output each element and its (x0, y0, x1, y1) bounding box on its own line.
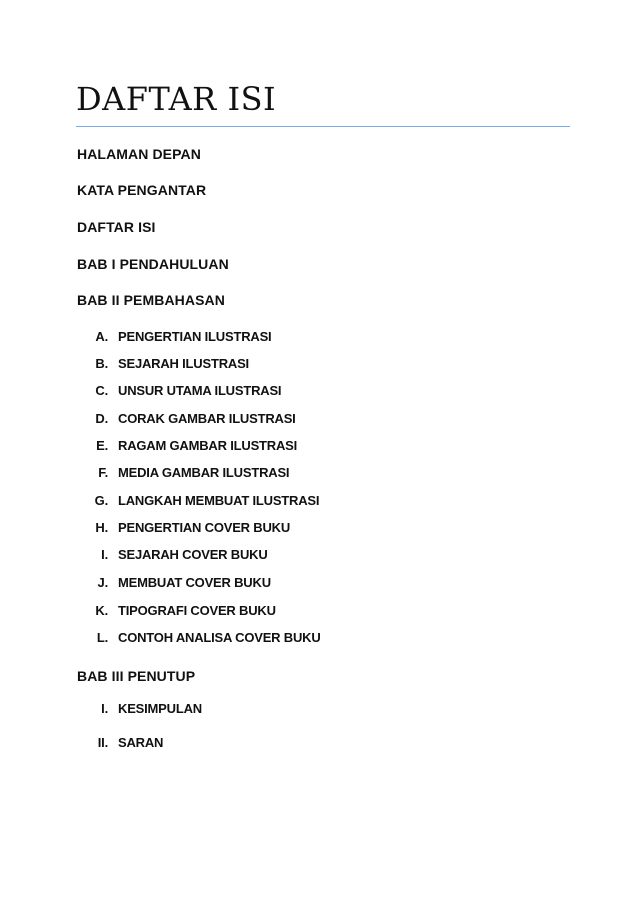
toc-subentry-label: TIPOGRAFI COVER BUKU (118, 603, 276, 618)
list-marker: L. (96, 630, 108, 645)
list-marker: B. (95, 356, 108, 371)
page-title: DAFTAR ISI (76, 80, 277, 118)
list-marker: I. (101, 547, 108, 562)
list-marker: D. (95, 411, 108, 426)
toc-subentry-label: SEJARAH ILUSTRASI (118, 356, 249, 371)
toc-subentry-label: MEMBUAT COVER BUKU (118, 575, 271, 590)
list-marker: K. (95, 603, 108, 618)
toc-subentry-label: PENGERTIAN ILUSTRASI (118, 329, 272, 344)
title-underline (76, 126, 570, 127)
list-marker: H. (95, 520, 108, 535)
list-marker: G. (94, 493, 108, 508)
toc-entry-bab-1: BAB I PENDAHULUAN (77, 256, 229, 272)
toc-entry-daftar-isi: DAFTAR ISI (77, 219, 156, 235)
toc-entry-bab-3: BAB III PENUTUP (77, 668, 196, 684)
list-marker: J. (97, 575, 108, 590)
list-marker: E. (96, 438, 108, 453)
toc-subentry-label: MEDIA GAMBAR ILUSTRASI (118, 465, 290, 480)
toc-subentry-label: KESIMPULAN (118, 701, 202, 716)
list-marker: A. (95, 329, 108, 344)
list-marker: II. (97, 735, 108, 750)
toc-subentry-label: RAGAM GAMBAR ILUSTRASI (118, 438, 298, 453)
list-marker: C. (95, 383, 108, 398)
toc-entry-kata-pengantar: KATA PENGANTAR (77, 182, 207, 198)
toc-entry-halaman-depan: HALAMAN DEPAN (77, 146, 201, 162)
toc-subentry-label: CONTOH ANALISA COVER BUKU (118, 630, 321, 645)
toc-subentry-label: PENGERTIAN COVER BUKU (118, 520, 291, 535)
toc-subentry-label: SARAN (118, 735, 164, 750)
list-marker: I. (101, 701, 108, 716)
toc-subentry-label: CORAK GAMBAR ILUSTRASI (118, 411, 296, 426)
toc-subentry-label: SEJARAH COVER BUKU (118, 547, 268, 562)
list-marker: F. (98, 465, 108, 480)
toc-subentry-label: LANGKAH MEMBUAT ILUSTRASI (118, 493, 320, 508)
toc-entry-bab-2: BAB II PEMBAHASAN (77, 292, 225, 308)
toc-subentry-label: UNSUR UTAMA ILUSTRASI (118, 383, 282, 398)
